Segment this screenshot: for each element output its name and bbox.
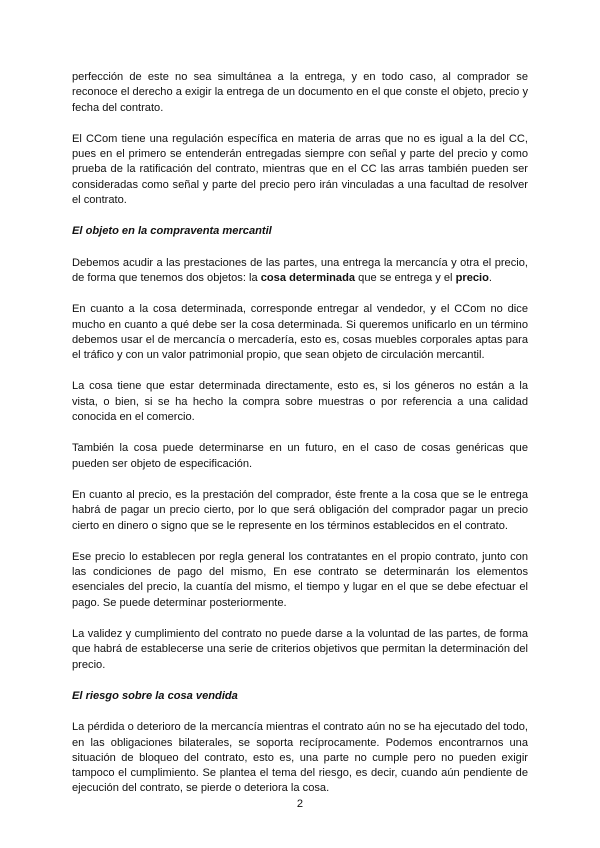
paragraph-determinacion-futura: También la cosa puede determinarse en un futuro, en el caso de cosas genéricas que pueden ser objeto de especificación. <box>72 442 528 470</box>
bold-term-precio: precio <box>455 271 489 284</box>
heading-objeto-compraventa: El objeto en la compraventa mercantil <box>72 225 272 238</box>
bold-term-cosa-determinada: cosa determinada <box>260 271 356 284</box>
document-body <box>72 70 528 813</box>
paragraph-entrega-documento: perfección de este no sea simultánea a la entrega, y en todo caso, al comprador se reconoce el derecho a exigir la entrega de un documento en el que conste el objeto, precio y fecha del contrato. <box>72 71 528 114</box>
paragraph-arras: El CCom tiene una regulación específica en materia de arras que no es igual a la del CC, pues en el primero se entenderán entregadas siempre con señal y parte del precio y como prueba de la ratificación del contrato, mientras que en el CC las arras también pueden ser consideradas como señal y parte del precio pero irán vinculadas a una facultad de resolver el contrato. <box>72 132 528 207</box>
text-run: . <box>488 271 492 284</box>
page-number: 2 <box>296 798 304 810</box>
paragraph-establecimiento-precio: Ese precio lo establecen por regla general los contratantes en el propio contrato, junto con las condiciones de pago del mismo, En ese contrato se determinarán los elementos esenciales del precio, la cuantía del mismo, el tiempo y lugar en el que se debe efectuar el pago. Se puede determinar posteriormente. <box>72 550 528 609</box>
paragraph-prestaciones <box>72 256 528 287</box>
paragraph-precio: En cuanto al precio, es la prestación del comprador, éste frente a la cosa que se le entrega habrá de pagar un precio cierto, por lo que será obligación del comprador pagar un precio cierto en dinero o signo que se le represente en los términos establecidos en el contrato. <box>72 488 528 532</box>
paragraph-validez-cumplimiento: La validez y cumplimiento del contrato no puede darse a la voluntad de las partes, de forma que habrá de establecerse una serie de criterios objetivos que permitan la determinación del precio. <box>72 628 528 671</box>
heading-riesgo-cosa-vendida: El riesgo sobre la cosa vendida <box>72 689 238 702</box>
paragraph-determinacion-directa: La cosa tiene que estar determinada directamente, esto es, si los géneros no están a la vista, o bien, si se ha hecho la compra sobre muestras o por referencia a una calidad conocida en el comercio. <box>72 380 528 424</box>
text-run: que se entrega y el <box>355 271 456 284</box>
paragraph-cosa-determinada: En cuanto a la cosa determinada, corresponde entregar al vendedor, y el CCom no dice mucho en cuanto a qué debe ser la cosa determinada. Si queremos unificarlo en un término debemos usar el de mercancía o mercadería, esto es, cosas muebles corporales aptas para el tráfico y con un valor patrimonial propio, que sean objeto de circulación mercantil. <box>72 303 528 362</box>
paragraph-riesgo: La pérdida o deterioro de la mercancía mientras el contrato aún no se ha ejecutado del todo, en las obligaciones bilaterales, se soporta recíprocamente. Podemos encontrarnos una situación de bloqueo del contrato, esto es, una parte no cumple pero no pueden exigir tampoco el cumplimiento. Se plantea el tema del riesgo, es decir, cuando aún pendiente de ejecución del contrato, se pierde o deteriora la cosa. <box>72 721 528 795</box>
text-run: Debemos acudir a las prestaciones de las partes, una entrega la mercancía y otra el precio, de forma que tenemos dos objetos: la <box>72 256 528 284</box>
